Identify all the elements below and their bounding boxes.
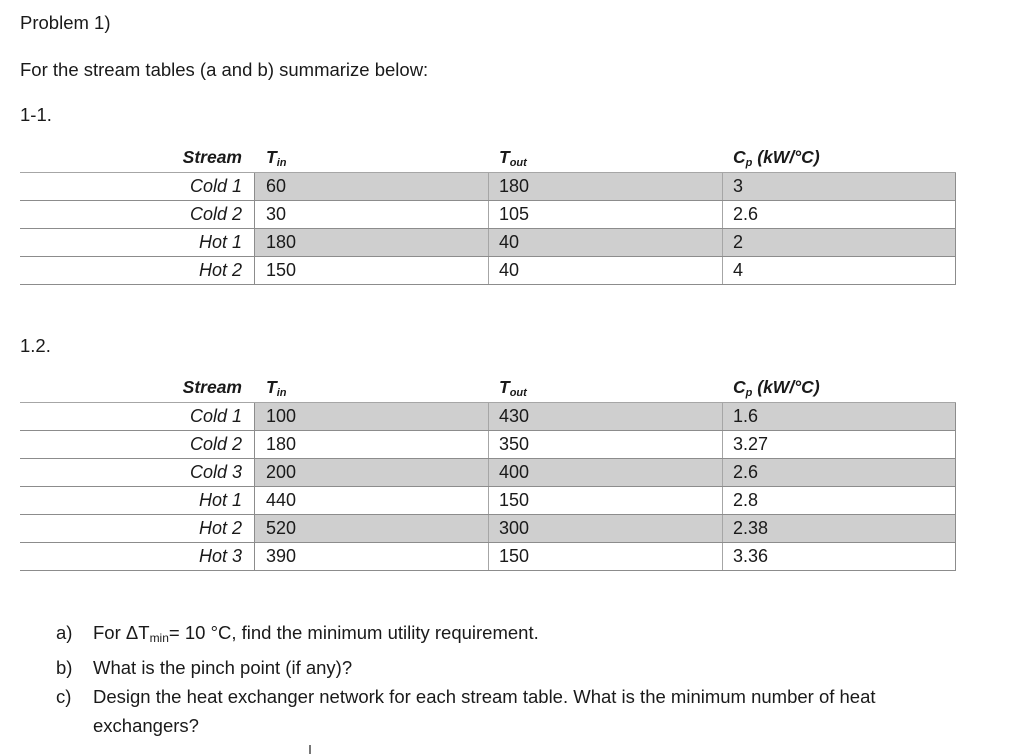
tout-value: 105 bbox=[499, 204, 530, 224]
stream-name: Cold 1 bbox=[189, 406, 242, 426]
table-row bbox=[20, 515, 956, 543]
column-header-tin: $T_{in}$ bbox=[266, 377, 287, 399]
tin-value: 520 bbox=[266, 518, 297, 538]
tout-value: 180 bbox=[499, 176, 530, 196]
column-header-cp: $C_p$ (kW/°C) bbox=[733, 147, 820, 169]
table-row bbox=[20, 403, 956, 431]
problem-title: Problem 1) bbox=[20, 12, 111, 33]
stream-name: Hot 1 bbox=[198, 232, 242, 252]
table-row bbox=[20, 257, 956, 285]
stream-name: Hot 1 bbox=[198, 490, 242, 510]
stream-name: Cold 3 bbox=[189, 462, 242, 482]
tout-value: 40 bbox=[499, 260, 520, 280]
stream-name: Hot 2 bbox=[198, 518, 242, 538]
text-cursor-mark bbox=[309, 745, 311, 754]
question-marker: c) bbox=[56, 686, 72, 707]
tin-value: 200 bbox=[266, 462, 297, 482]
tin-value: 180 bbox=[266, 434, 297, 454]
tin-value: 180 bbox=[266, 232, 297, 252]
table-row bbox=[20, 173, 956, 201]
tin-value: 150 bbox=[266, 260, 297, 280]
intro-text: For the stream tables (a and b) summarize below: bbox=[20, 59, 429, 80]
stream-name: Hot 3 bbox=[198, 546, 242, 566]
cp-value: 1.6 bbox=[733, 406, 759, 426]
stream-table-1-2 bbox=[20, 376, 956, 571]
table-row bbox=[20, 201, 956, 229]
column-header-tout: $T_{out}$ bbox=[499, 147, 527, 169]
column-header-cp: $C_p$ (kW/°C) bbox=[733, 377, 820, 399]
column-header-stream: Stream bbox=[182, 377, 242, 397]
question-b bbox=[56, 653, 976, 682]
stream-name: Cold 1 bbox=[189, 176, 242, 196]
stream-table-1-1 bbox=[20, 146, 956, 285]
question-text: Design the heat exchanger network for each stream table. What is the minimum number of heat exchangers? bbox=[93, 686, 876, 736]
stream-name: Cold 2 bbox=[189, 434, 242, 454]
cp-value: 2.6 bbox=[733, 462, 759, 482]
tout-value: 300 bbox=[499, 518, 530, 538]
tin-value: 440 bbox=[266, 490, 297, 510]
tout-value: 150 bbox=[499, 490, 530, 510]
column-header-stream: Stream bbox=[182, 147, 242, 167]
question-marker: a) bbox=[56, 622, 73, 643]
cp-value: 2 bbox=[733, 232, 744, 252]
table-row bbox=[20, 229, 956, 257]
tout-value: 150 bbox=[499, 546, 530, 566]
question-text: What is the pinch point (if any)? bbox=[93, 657, 353, 678]
table-row bbox=[20, 543, 956, 571]
cp-value: 3.36 bbox=[733, 546, 769, 566]
tin-value: 60 bbox=[266, 176, 287, 196]
question-text: For $\Delta T_{min}= 10$ °C, find the minimum utility requirement. bbox=[93, 622, 539, 645]
question-list bbox=[56, 618, 976, 740]
tout-value: 350 bbox=[499, 434, 530, 454]
column-header-tout: $T_{out}$ bbox=[499, 377, 527, 399]
tin-value: 30 bbox=[266, 204, 287, 224]
question-a bbox=[56, 618, 976, 653]
column-header-tin: $T_{in}$ bbox=[266, 147, 287, 169]
stream-name: Hot 2 bbox=[198, 260, 242, 280]
cp-value: 3 bbox=[733, 176, 744, 196]
table-row bbox=[20, 487, 956, 515]
question-marker: b) bbox=[56, 657, 73, 678]
cp-value: 2.6 bbox=[733, 204, 759, 224]
table-row bbox=[20, 459, 956, 487]
section-label-1-2: 1.2. bbox=[20, 335, 51, 356]
cp-value: 4 bbox=[733, 260, 744, 280]
table-row bbox=[20, 431, 956, 459]
stream-name: Cold 2 bbox=[189, 204, 242, 224]
cp-value: 2.8 bbox=[733, 490, 759, 510]
section-label-1-1: 1-1. bbox=[20, 104, 52, 125]
table-header-row bbox=[20, 146, 956, 173]
tout-value: 400 bbox=[499, 462, 530, 482]
cp-value: 2.38 bbox=[733, 518, 769, 538]
tout-value: 40 bbox=[499, 232, 520, 252]
table-header-row bbox=[20, 376, 956, 403]
tin-value: 100 bbox=[266, 406, 297, 426]
question-c bbox=[56, 682, 976, 740]
cp-value: 3.27 bbox=[733, 434, 769, 454]
tin-value: 390 bbox=[266, 546, 297, 566]
tout-value: 430 bbox=[499, 406, 530, 426]
